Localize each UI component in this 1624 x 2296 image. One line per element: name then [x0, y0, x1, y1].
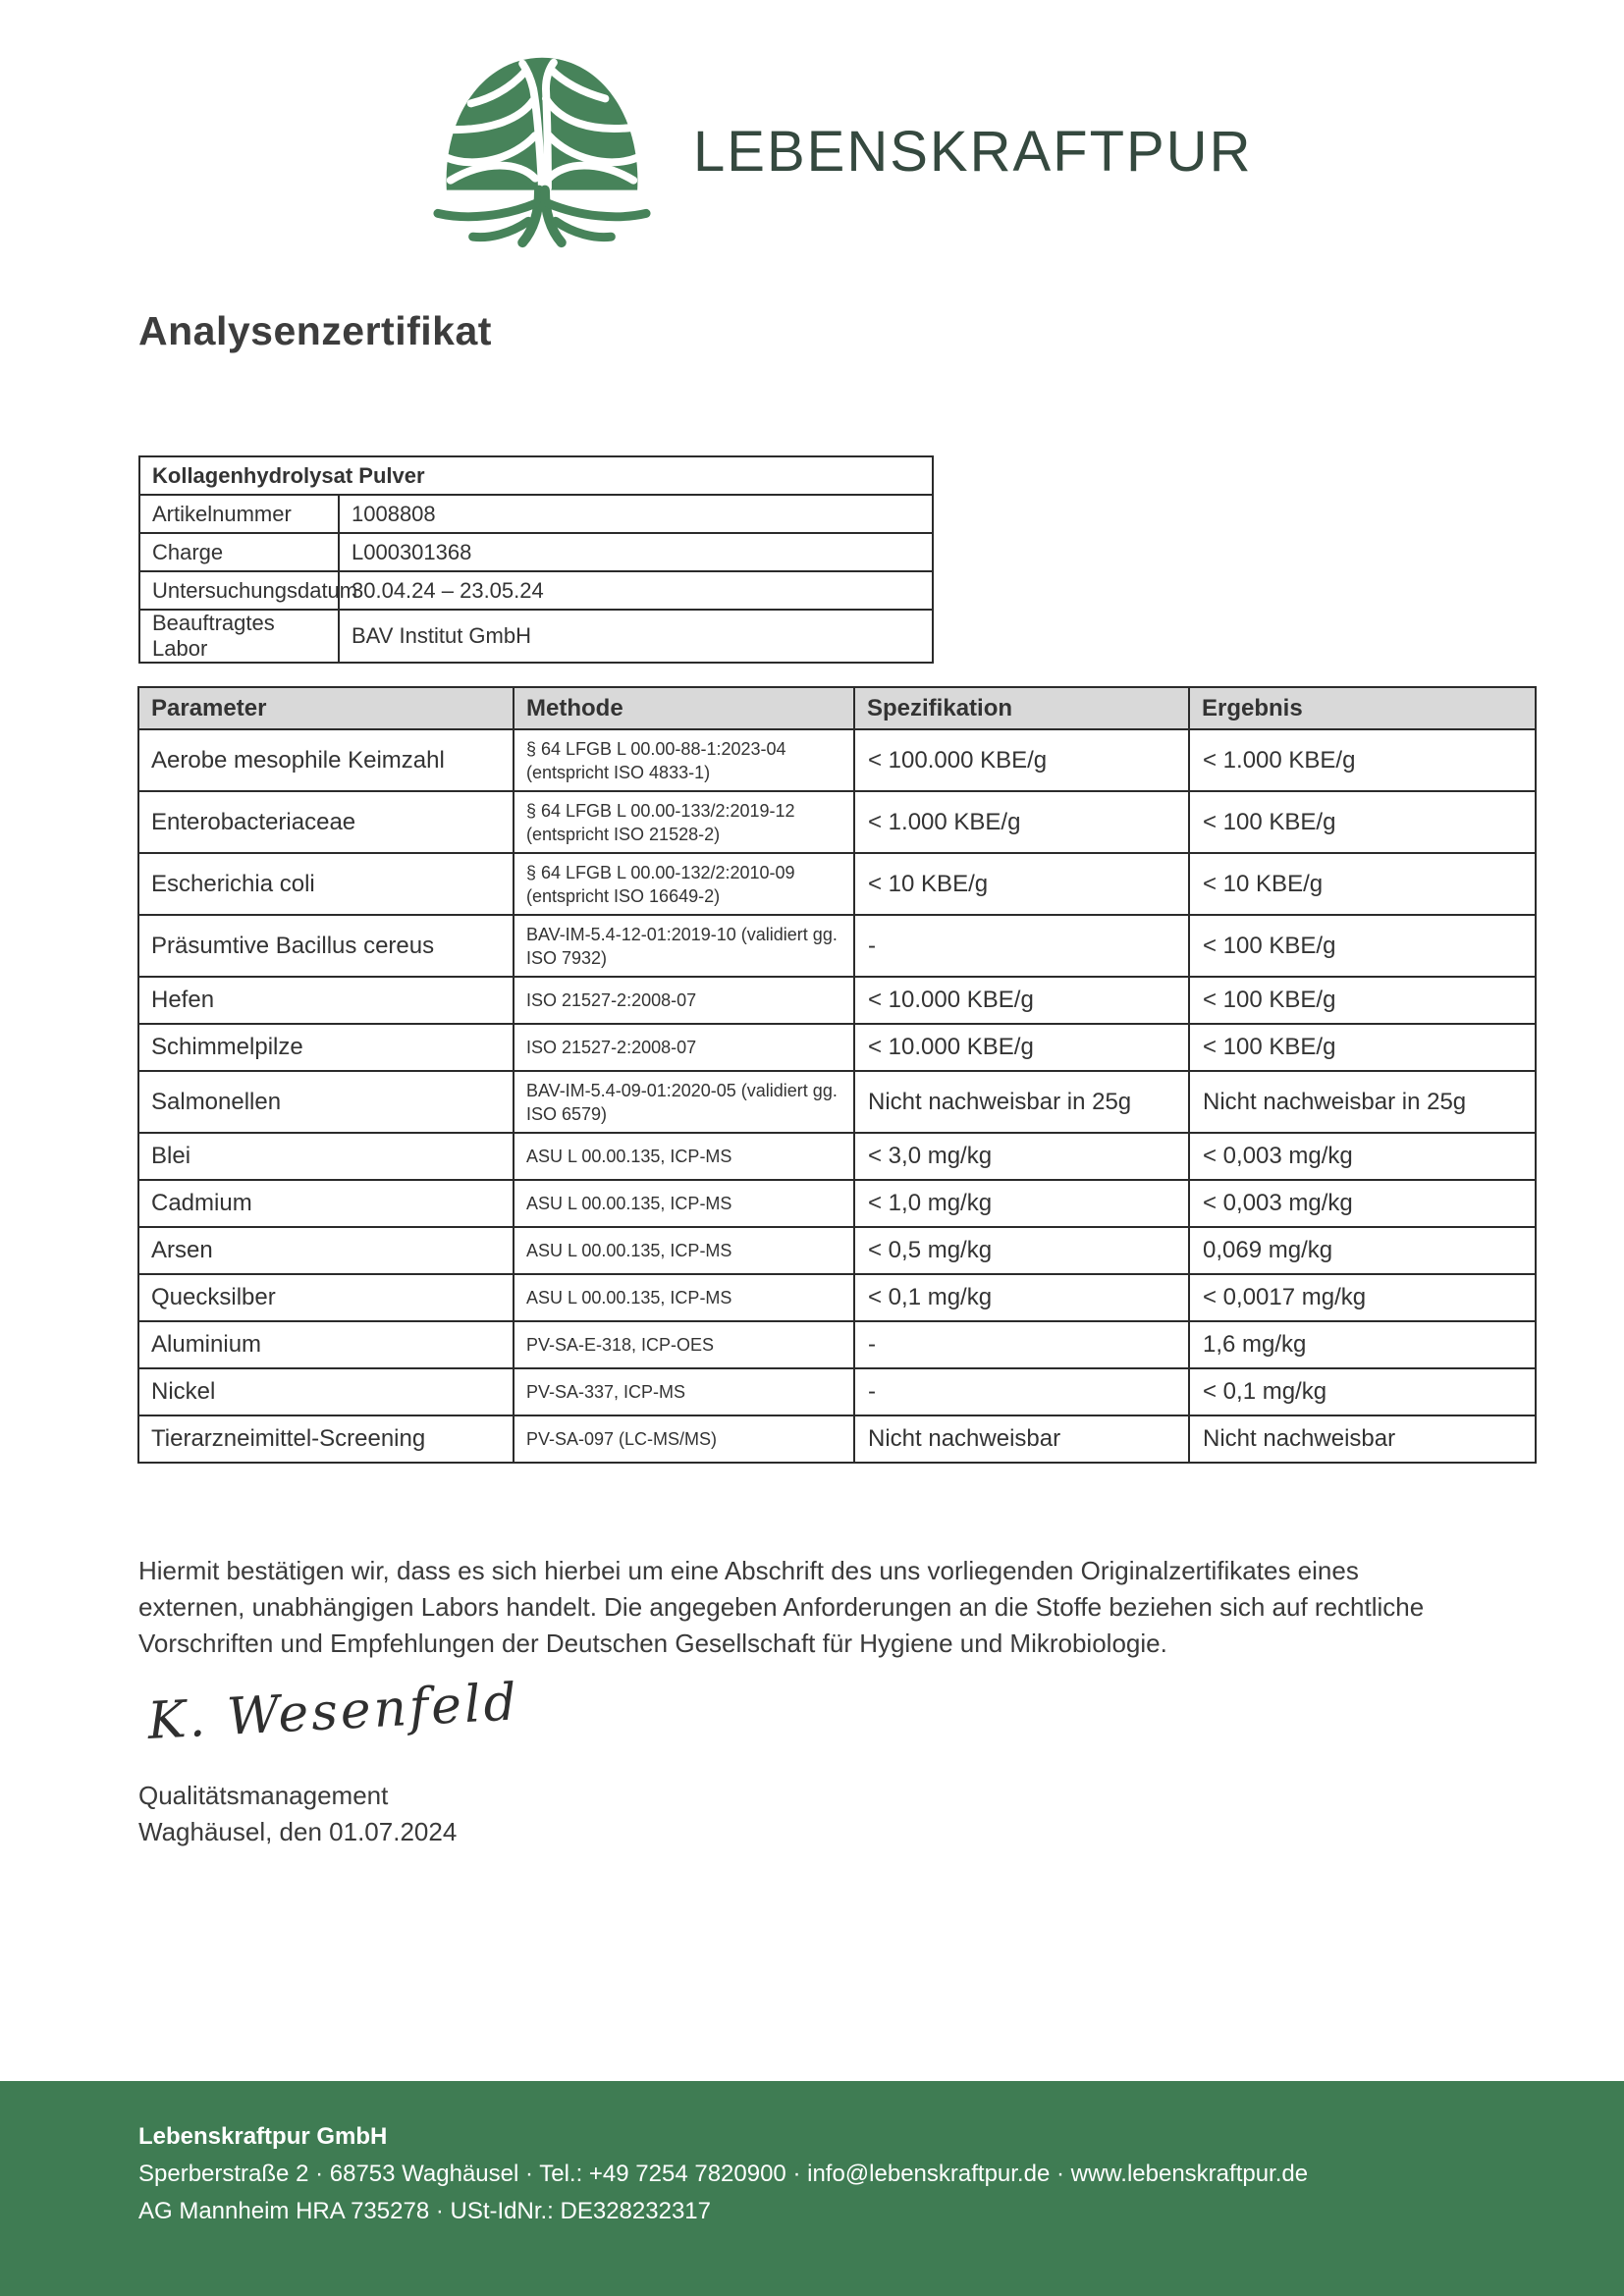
product-name: Kollagenhydrolysat Pulver — [139, 456, 933, 495]
result-cell: < 0,0017 mg/kg — [1189, 1274, 1536, 1321]
table-row — [138, 1133, 1536, 1180]
parameter-cell: Nickel — [138, 1368, 514, 1415]
disclaimer-line: externen, unabhängigen Labors handelt. Die angegeben Anforderungen an die Stoffe beziehen sich auf rechtliche — [138, 1592, 1425, 1622]
tree-logo-icon — [430, 41, 654, 249]
specification-cell: < 0,1 mg/kg — [854, 1274, 1189, 1321]
signature-role: Qualitätsmanagement — [138, 1781, 389, 1810]
method-cell: BAV-IM-5.4-12-01:2019-10 (validiert gg. ISO 7932) — [514, 915, 854, 977]
specification-cell: < 10.000 KBE/g — [854, 977, 1189, 1024]
brand-name: LEBENSKRAFTPUR — [693, 119, 1253, 184]
parameter-cell: Escherichia coli — [138, 853, 514, 915]
result-cell: < 100 KBE/g — [1189, 791, 1536, 853]
logo — [430, 41, 1252, 249]
result-cell: < 100 KBE/g — [1189, 977, 1536, 1024]
specification-cell: < 100.000 KBE/g — [854, 729, 1189, 791]
method-cell: § 64 LFGB L 00.00-88-1:2023-04 (entspricht ISO 4833-1) — [514, 729, 854, 791]
parameter-cell: Schimmelpilze — [138, 1024, 514, 1071]
result-cell: < 0,003 mg/kg — [1189, 1133, 1536, 1180]
parameter-cell: Quecksilber — [138, 1274, 514, 1321]
specification-cell: < 1,0 mg/kg — [854, 1180, 1189, 1227]
parameter-cell: Blei — [138, 1133, 514, 1180]
specification-cell: < 3,0 mg/kg — [854, 1133, 1189, 1180]
table-row — [138, 729, 1536, 791]
info-value: 1008808 — [339, 495, 933, 533]
method-cell: ASU L 00.00.135, ICP-MS — [514, 1133, 854, 1180]
info-label: Charge — [139, 533, 339, 571]
parameter-cell: Tierarzneimittel-Screening — [138, 1415, 514, 1463]
info-value: BAV Institut GmbH — [339, 610, 933, 663]
parameter-cell: Cadmium — [138, 1180, 514, 1227]
method-cell: ASU L 00.00.135, ICP-MS — [514, 1274, 854, 1321]
disclaimer-line: Hiermit bestätigen wir, dass es sich hierbei um eine Abschrift des uns vorliegenden Originalzertifikates eines — [138, 1556, 1359, 1585]
info-label: Beauftragtes Labor — [139, 610, 339, 663]
specification-cell: Nicht nachweisbar in 25g — [854, 1071, 1189, 1133]
info-value: L000301368 — [339, 533, 933, 571]
method-cell: § 64 LFGB L 00.00-132/2:2010-09 (entspricht ISO 16649-2) — [514, 853, 854, 915]
method-cell: ISO 21527-2:2008-07 — [514, 1024, 854, 1071]
table-row — [138, 853, 1536, 915]
product-info-table — [138, 455, 934, 664]
method-cell: ISO 21527-2:2008-07 — [514, 977, 854, 1024]
table-row — [138, 1071, 1536, 1133]
method-cell: PV-SA-337, ICP-MS — [514, 1368, 854, 1415]
footer-registry-line: AG Mannheim HRA 735278 · USt-IdNr.: DE328232317 — [138, 2198, 711, 2224]
result-cell: < 10 KBE/g — [1189, 853, 1536, 915]
specification-cell: - — [854, 915, 1189, 977]
result-cell: 1,6 mg/kg — [1189, 1321, 1536, 1368]
parameter-cell: Enterobacteriaceae — [138, 791, 514, 853]
specification-cell: < 1.000 KBE/g — [854, 791, 1189, 853]
table-row — [138, 1180, 1536, 1227]
table-row — [138, 791, 1536, 853]
method-cell: PV-SA-097 (LC-MS/MS) — [514, 1415, 854, 1463]
result-cell: < 0,003 mg/kg — [1189, 1180, 1536, 1227]
product-info-row — [139, 495, 933, 533]
info-label: Untersuchungsdatum — [139, 571, 339, 610]
parameter-cell: Salmonellen — [138, 1071, 514, 1133]
column-header-methode: Methode — [514, 687, 854, 729]
parameter-cell: Hefen — [138, 977, 514, 1024]
parameter-cell: Aerobe mesophile Keimzahl — [138, 729, 514, 791]
column-header-spezifikation: Spezifikation — [854, 687, 1189, 729]
disclaimer-paragraph — [138, 1553, 1543, 1662]
product-info-row — [139, 571, 933, 610]
column-header-parameter: Parameter — [138, 687, 514, 729]
column-header-ergebnis: Ergebnis — [1189, 687, 1536, 729]
page-title: Analysenzertifikat — [138, 308, 492, 353]
disclaimer-line: Vorschriften und Empfehlungen der Deutschen Gesellschaft für Hygiene und Mikrobiologie. — [138, 1629, 1167, 1658]
specification-cell: - — [854, 1368, 1189, 1415]
table-row — [138, 1227, 1536, 1274]
method-cell: § 64 LFGB L 00.00-133/2:2019-12 (entspricht ISO 21528-2) — [514, 791, 854, 853]
specification-cell: < 10 KBE/g — [854, 853, 1189, 915]
result-cell: < 100 KBE/g — [1189, 915, 1536, 977]
table-row — [138, 1024, 1536, 1071]
method-cell: ASU L 00.00.135, ICP-MS — [514, 1227, 854, 1274]
result-cell: < 0,1 mg/kg — [1189, 1368, 1536, 1415]
product-info-row — [139, 610, 933, 663]
info-value: 30.04.24 – 23.05.24 — [339, 571, 933, 610]
footer-company-name: Lebenskraftpur GmbH — [138, 2123, 388, 2150]
method-cell: PV-SA-E-318, ICP-OES — [514, 1321, 854, 1368]
table-row — [138, 1321, 1536, 1368]
result-cell: Nicht nachweisbar — [1189, 1415, 1536, 1463]
specification-cell: - — [854, 1321, 1189, 1368]
method-cell: BAV-IM-5.4-09-01:2020-05 (validiert gg. ISO 6579) — [514, 1071, 854, 1133]
table-row — [138, 1368, 1536, 1415]
result-cell: 0,069 mg/kg — [1189, 1227, 1536, 1274]
table-row — [138, 977, 1536, 1024]
table-row — [138, 1274, 1536, 1321]
method-cell: ASU L 00.00.135, ICP-MS — [514, 1180, 854, 1227]
signature-script: K. Wesenfeld — [145, 1673, 521, 1751]
analysis-results-table — [137, 686, 1537, 1464]
table-row — [138, 915, 1536, 977]
footer-address-line: Sperberstraße 2 · 68753 Waghäusel · Tel.: +49 7254 7820900 · info@lebenskraftpur.de · www.lebenskraftpur.de — [138, 2161, 1309, 2187]
specification-cell: < 0,5 mg/kg — [854, 1227, 1189, 1274]
result-cell: < 1.000 KBE/g — [1189, 729, 1536, 791]
result-cell: Nicht nachweisbar in 25g — [1189, 1071, 1536, 1133]
table-row — [138, 1415, 1536, 1463]
specification-cell: < 10.000 KBE/g — [854, 1024, 1189, 1071]
footer — [0, 2081, 1624, 2296]
result-cell: < 100 KBE/g — [1189, 1024, 1536, 1071]
info-label: Artikelnummer — [139, 495, 339, 533]
parameter-cell: Aluminium — [138, 1321, 514, 1368]
product-info-header-row — [139, 456, 933, 495]
product-info-row — [139, 533, 933, 571]
parameter-cell: Präsumtive Bacillus cereus — [138, 915, 514, 977]
results-header-row — [138, 687, 1536, 729]
signature-place-date: Waghäusel, den 01.07.2024 — [138, 1817, 458, 1846]
parameter-cell: Arsen — [138, 1227, 514, 1274]
specification-cell: Nicht nachweisbar — [854, 1415, 1189, 1463]
